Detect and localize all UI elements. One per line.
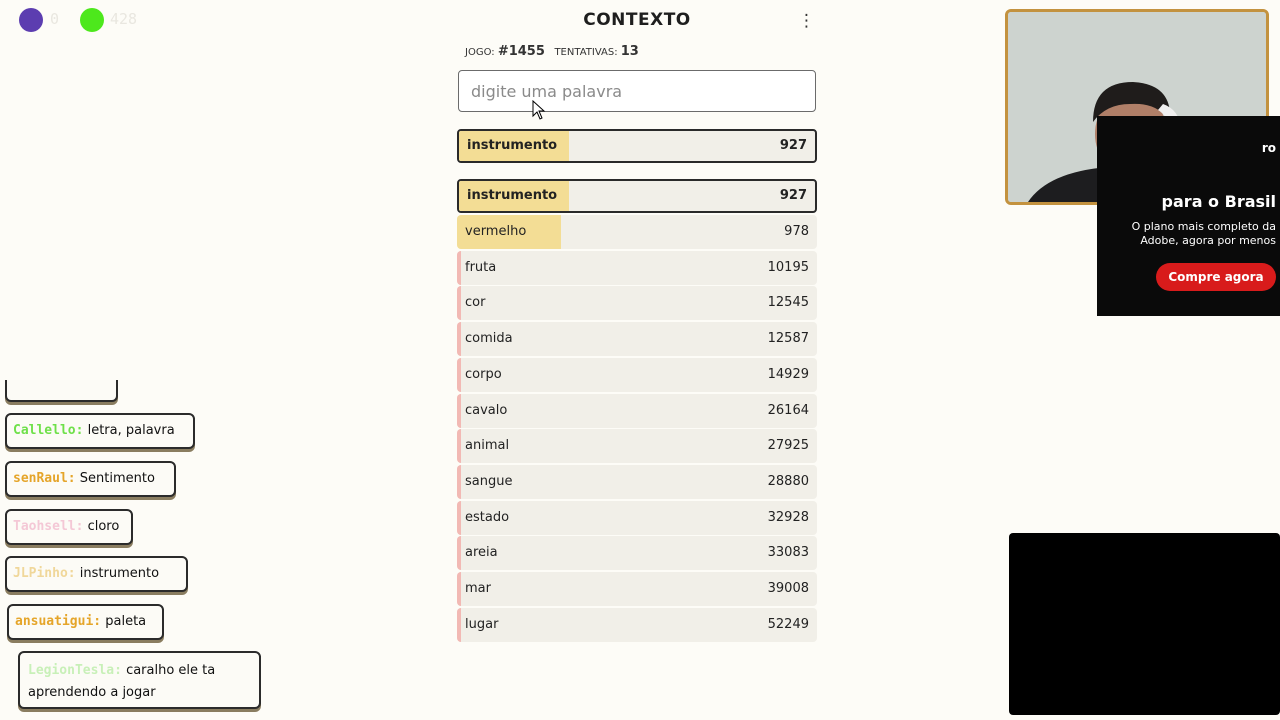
ad-text-top: ro	[1261, 141, 1276, 155]
proximity-bar	[457, 501, 461, 535]
last-guess-row	[457, 129, 817, 163]
ad-banner[interactable]	[1097, 116, 1280, 316]
chat-message	[5, 509, 133, 545]
chat-username: Taohsell:	[13, 519, 84, 534]
guess-row	[457, 608, 817, 642]
guess-rank: 12545	[767, 295, 809, 310]
guess-word: areia	[465, 545, 498, 560]
proximity-bar	[457, 286, 461, 320]
guess-input[interactable]	[458, 70, 816, 112]
chat-username: Callello:	[13, 423, 84, 438]
guess-row	[457, 501, 817, 535]
guess-word: mar	[465, 581, 491, 596]
guess-word: lugar	[465, 617, 499, 632]
guess-rank: 927	[779, 188, 807, 203]
proximity-bar	[457, 358, 461, 392]
last-guess-rank: 927	[779, 138, 807, 153]
game-label: JOGO:	[465, 47, 495, 58]
chat-username: senRaul:	[13, 471, 76, 486]
status-dot-green	[80, 8, 104, 32]
guess-rank: 14929	[767, 367, 809, 382]
chat-message	[18, 651, 261, 709]
proximity-bar	[457, 429, 461, 463]
guess-row	[457, 251, 817, 285]
status-count-right: 428	[110, 10, 138, 28]
chat-message	[5, 413, 195, 449]
guess-row	[457, 322, 817, 356]
guess-word: cor	[465, 295, 486, 310]
guess-word: vermelho	[465, 224, 527, 239]
guess-rank: 10195	[767, 260, 809, 275]
guess-row	[457, 394, 817, 428]
guess-word: corpo	[465, 367, 502, 382]
video-overlay-box	[1009, 533, 1280, 715]
guess-row	[457, 429, 817, 463]
status-dot-purple	[19, 8, 43, 32]
chat-username: LegionTesla:	[28, 663, 122, 678]
guess-row	[457, 358, 817, 392]
guess-word: estado	[465, 510, 510, 525]
proximity-bar	[457, 572, 461, 606]
chat-text: instrumento	[79, 566, 160, 581]
chat-message	[5, 461, 176, 497]
proximity-bar	[457, 536, 461, 570]
proximity-bar	[457, 322, 461, 356]
mouse-cursor-icon	[532, 100, 546, 120]
page-title: CONTEXTO	[583, 10, 691, 30]
more-menu-icon[interactable]: ⋮	[798, 11, 815, 31]
chat-text: paleta	[105, 614, 147, 629]
chat-text: caralho ele ta aprendendo a jogar	[28, 663, 216, 700]
attempts-label: TENTATIVAS:	[554, 47, 618, 58]
chat-message	[5, 556, 188, 592]
proximity-bar	[457, 394, 461, 428]
guess-rank: 33083	[767, 545, 809, 560]
guess-word: fruta	[465, 260, 497, 275]
ad-subtitle: O plano mais completo da Adobe, agora por menos	[1131, 220, 1276, 247]
guess-word: comida	[465, 331, 513, 346]
guess-word: cavalo	[465, 403, 508, 418]
game-number: #1455	[497, 44, 545, 59]
chat-username: ansuatigui:	[15, 614, 102, 629]
guess-row	[457, 215, 817, 249]
proximity-bar	[457, 608, 461, 642]
chat-message-partial	[5, 380, 118, 402]
guess-rank: 12587	[767, 331, 809, 346]
guess-rank: 32928	[767, 510, 809, 525]
guess-rank: 28880	[767, 474, 809, 489]
guess-row	[457, 179, 817, 213]
chat-username: JLPinho:	[13, 566, 76, 581]
guess-rank: 26164	[767, 403, 809, 418]
guess-row	[457, 286, 817, 320]
buy-now-button[interactable]: Compre agora	[1156, 263, 1276, 291]
guess-rank: 27925	[767, 438, 809, 453]
status-count-left: 0	[50, 10, 60, 28]
guess-rank: 978	[784, 224, 809, 239]
guess-row	[457, 465, 817, 499]
last-guess-word: instrumento	[467, 138, 558, 153]
guess-word: sangue	[465, 474, 513, 489]
guess-word: instrumento	[467, 188, 558, 203]
ad-headline: para o Brasil	[1161, 192, 1276, 211]
game-meta	[465, 44, 639, 59]
guess-row	[457, 536, 817, 570]
chat-text: cloro	[87, 519, 120, 534]
guess-rank: 52249	[767, 617, 809, 632]
proximity-bar	[457, 251, 461, 285]
guess-word: animal	[465, 438, 510, 453]
guess-rank: 39008	[767, 581, 809, 596]
proximity-bar	[457, 465, 461, 499]
chat-text: Sentimento	[79, 471, 155, 486]
chat-message	[7, 604, 164, 640]
chat-text: letra, palavra	[87, 423, 175, 438]
guess-row	[457, 572, 817, 606]
attempts-count: 13	[620, 44, 639, 59]
